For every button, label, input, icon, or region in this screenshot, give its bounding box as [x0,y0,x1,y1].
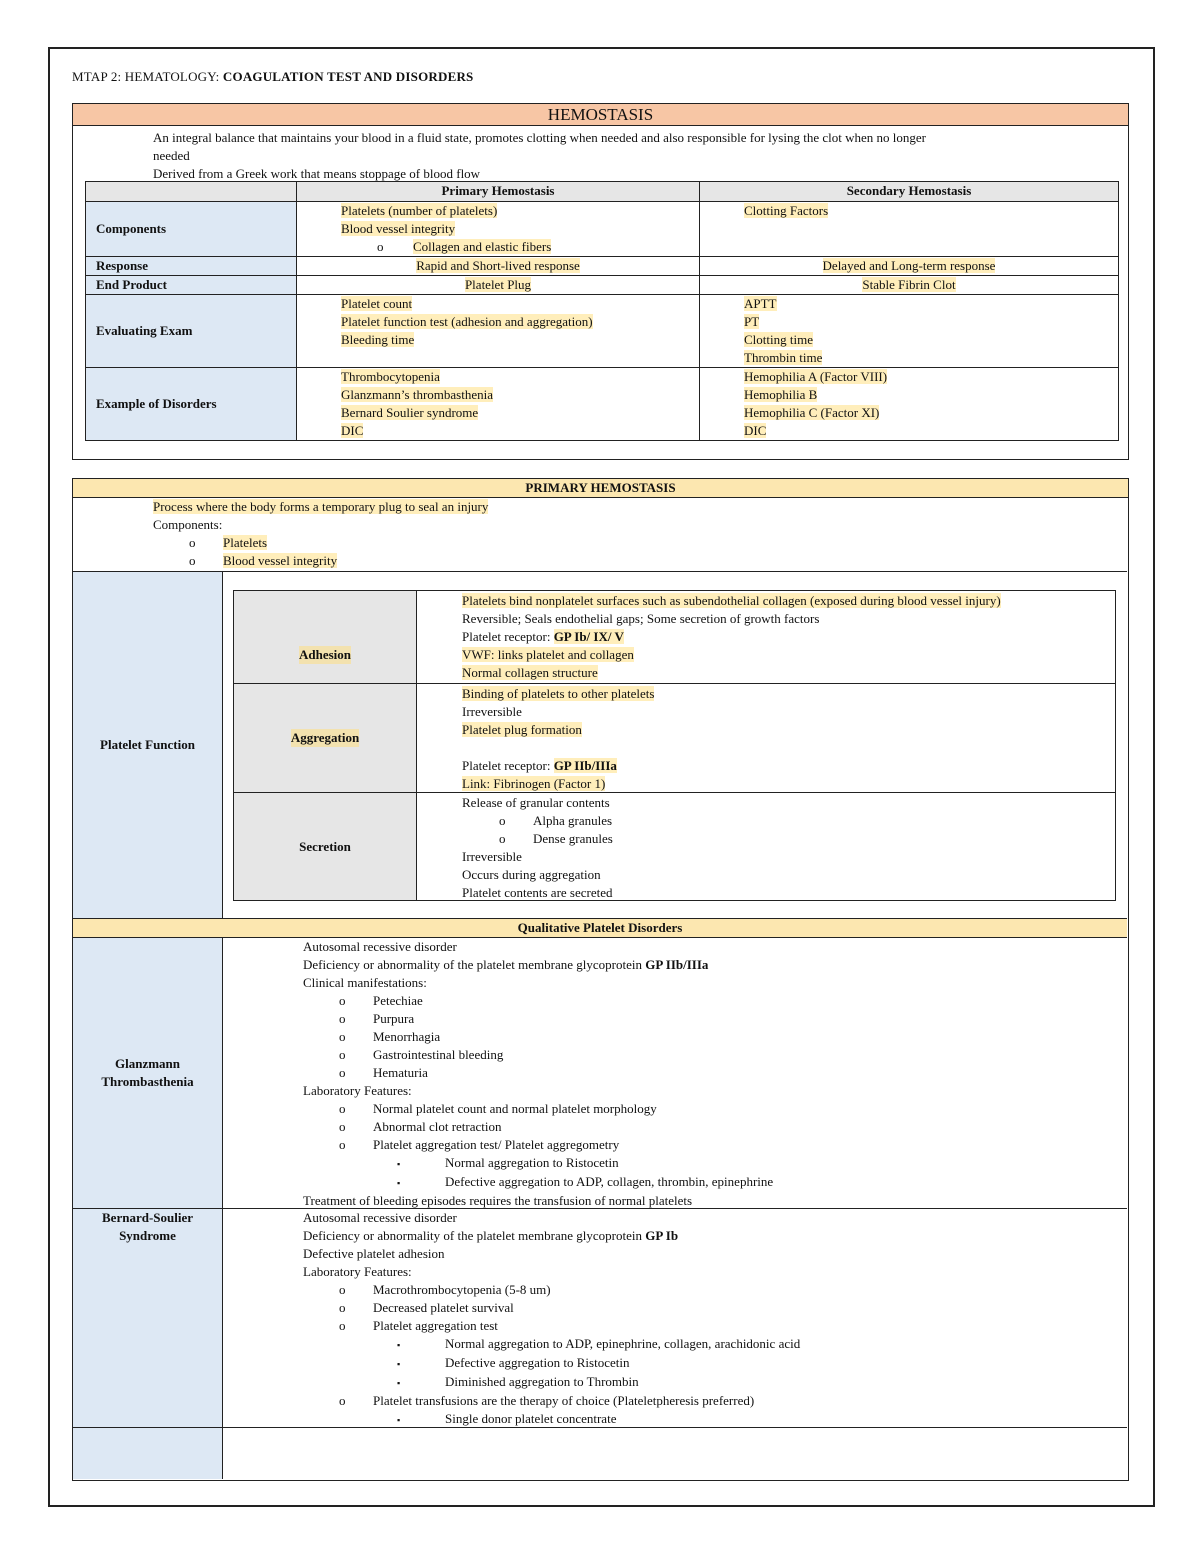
cell-text: Rapid and Short-lived response [416,258,580,273]
glanzmann-label [73,938,223,1208]
row-label-evaluating: Evaluating Exam [86,295,297,368]
platelet-function-row [73,571,1127,918]
content-line: Dense granules [533,831,613,846]
bullet: o [339,1065,346,1080]
bullet: o [189,535,196,550]
content-line: Reversible; Seals endothelial gaps; Some secretion of growth factors [462,611,820,626]
empty-label [73,1428,223,1479]
receptor-prefix: Platelet receptor: [462,758,554,773]
cell-text: Platelet count [341,296,413,311]
components-primary [297,202,700,257]
cell-text: DIC [341,423,364,438]
list-item: Abnormal clot retraction [373,1119,502,1134]
cell-text: Bleeding time [341,332,415,347]
bullet: o [339,1318,346,1333]
cell-text: PT [744,314,760,329]
list-item: Platelet aggregation test/ Platelet aggregometry [373,1137,620,1152]
content-line: Treatment of bleeding episodes requires the transfusion of normal platelets [303,1193,693,1208]
aggregation-label-cell [234,684,417,792]
response-secondary [700,257,1119,276]
content-line: Irreversible [462,849,522,864]
aggregation-content [417,684,654,792]
receptor-prefix: Platelet receptor: [462,629,554,644]
content-line: VWF: links platelet and collagen [462,647,634,662]
bullet: o [339,1119,346,1134]
list-item: Menorrhagia [373,1029,441,1044]
cell-text: Stable Fibrin Clot [862,277,956,292]
content-line: Laboratory Features: [303,1083,412,1098]
qualitative-heading: Qualitative Platelet Disorders [73,919,1127,938]
content-line: Occurs during aggregation [462,867,601,882]
intro-line: Components: [153,517,223,532]
list-item: Petechiae [373,993,423,1008]
list-item: Normal platelet count and normal platelet morphology [373,1101,657,1116]
cell-text: Collagen and elastic fibers [413,239,552,254]
content-line: Link: Fibrinogen (Factor 1) [462,776,606,791]
label-line: Bernard-Soulier [102,1210,193,1225]
content-line: Autosomal recessive disorder [303,939,457,954]
components-secondary [700,202,1119,257]
bullet: o [339,1282,346,1297]
square-bullet: ▪ [397,1378,401,1388]
cell-text: Bernard Soulier syndrome [341,405,479,420]
document-title [72,68,473,86]
primary-hemostasis-section [72,478,1129,1481]
bullet: o [339,1011,346,1026]
content-line: Binding of platelets to other platelets [462,686,655,701]
bullet: o [377,239,384,254]
adhesion-row [234,591,1115,683]
table-row [86,276,1119,295]
title-prefix: MTAP 2: HEMATOLOGY: [72,69,223,84]
square-bullet: ▪ [397,1359,401,1369]
bullet: o [339,1300,346,1315]
row-label-response: Response [86,257,297,276]
table-row [86,368,1119,441]
bullet: o [339,1029,346,1044]
cell-text: DIC [744,423,767,438]
adhesion-label-cell [234,591,417,683]
hemostasis-intro [73,126,1128,183]
list-item: Purpura [373,1011,415,1026]
table-row [86,257,1119,276]
content-line: Platelets bind nonplatelet surfaces such as subendothelial collagen (exposed during blood vessel injury) [462,593,1001,608]
receptor-value: GP Ib/ IX/ V [553,629,624,644]
cell-text: Clotting Factors [744,203,829,218]
aggregation-row [234,683,1115,792]
platelet-function-table [233,590,1116,901]
hemostasis-heading: HEMOSTASIS [73,104,1128,126]
adhesion-label: Adhesion [298,647,352,662]
content-line: Defective platelet adhesion [303,1246,445,1261]
hemostasis-section [72,103,1129,460]
bullet: o [339,1047,346,1062]
def-prefix: Deficiency or abnormality of the platelet membrane glycoprotein [303,1228,646,1243]
col-primary: Primary Hemostasis [297,182,700,202]
content-line: Laboratory Features: [303,1264,412,1279]
square-bullet: ▪ [397,1178,401,1188]
label-line: Thrombasthenia [101,1074,194,1089]
def-prefix: Deficiency or abnormality of the platelet membrane glycoprotein [303,957,646,972]
square-bullet: ▪ [397,1159,401,1169]
secretion-row [234,792,1115,900]
list-item: Hematuria [373,1065,428,1080]
content-line: Platelet contents are secreted [462,885,613,900]
list-item: Normal aggregation to Ristocetin [445,1155,619,1170]
disorders-primary [297,368,700,441]
secretion-content [417,793,613,900]
list-item: Platelet transfusions are the therapy of choice (Plateletpheresis preferred) [373,1393,755,1408]
cell-text: Hemophilia C (Factor XI) [744,405,880,420]
cell-text: Platelets (number of platelets) [341,203,498,218]
row-label-disorders: Example of Disorders [86,368,297,441]
eval-primary [297,295,700,368]
end-secondary [700,276,1119,295]
disorders-secondary [700,368,1119,441]
primary-intro [73,498,1128,570]
secretion-label: Secretion [234,793,417,900]
label-line: Syndrome [119,1228,176,1243]
bullet: o [339,1393,346,1408]
square-bullet: ▪ [397,1415,401,1425]
hemostasis-table [85,181,1119,441]
list-item: Defective aggregation to Ristocetin [445,1355,630,1370]
table-header-row [86,182,1119,202]
response-primary [297,257,700,276]
title-bold: COAGULATION TEST AND DISORDERS [222,69,474,84]
bernard-soulier-label [73,1209,223,1427]
label-line: Glanzmann [114,1056,180,1071]
bernard-soulier-content [303,1209,1127,1429]
list-item: Defective aggregation to ADP, collagen, thrombin, epinephrine [445,1174,774,1189]
cell-text: Hemophilia A (Factor VIII) [744,369,888,384]
glanzmann-content [303,938,1127,1210]
content-line: Autosomal recessive disorder [303,1210,457,1225]
list-item: Diminished aggregation to Thrombin [445,1374,639,1389]
bullet: o [189,553,196,568]
primary-hemostasis-heading: PRIMARY HEMOSTASIS [73,479,1128,498]
def-bold: GP Ib [645,1228,679,1243]
bernard-soulier-row [73,1208,1127,1427]
content-line: Platelet plug formation [462,722,582,737]
def-bold: GP IIb/IIIa [645,957,709,972]
adhesion-content [417,591,1001,683]
bullet: o [339,1137,346,1152]
list-item: Normal aggregation to ADP, epinephrine, collagen, arachidonic acid [445,1336,801,1351]
bullet: o [499,813,506,828]
table-row [86,295,1119,368]
square-bullet: ▪ [397,1340,401,1350]
col-secondary: Secondary Hemostasis [700,182,1119,202]
intro-line: Process where the body forms a temporary plug to seal an injury [153,499,489,514]
content-line: Clinical manifestations: [303,975,427,990]
list-item: Gastrointestinal bleeding [373,1047,504,1062]
cell-text: Clotting time [744,332,813,347]
platelet-function-label: Platelet Function [73,572,223,918]
row-label-end-product: End Product [86,276,297,295]
component-item: Platelets [223,535,268,550]
cell-text: Thrombin time [744,350,823,365]
intro-line: Derived from a Greek work that means stoppage of blood flow [153,166,481,181]
content-line: Alpha granules [533,813,613,828]
list-item: Macrothrombocytopenia (5-8 um) [373,1282,551,1297]
intro-line: An integral balance that maintains your blood in a fluid state, promotes clotting when needed and also responsible for lysing the clot when no longer [153,130,926,145]
component-item: Blood vessel integrity [223,553,338,568]
qualitative-row [73,918,1127,937]
corner-cell [86,182,297,202]
cell-text: Delayed and Long-term response [822,258,996,273]
glanzmann-row [73,937,1127,1208]
cell-text: APTT [744,296,777,311]
aggregation-label: Aggregation [290,730,360,745]
content-line: Normal collagen structure [462,665,598,680]
cell-text: Platelet Plug [464,277,532,292]
bullet: o [339,993,346,1008]
content-line: Release of granular contents [462,795,610,810]
cell-text: Hemophilia B [744,387,818,402]
empty-row [73,1427,1127,1479]
content-line: Irreversible [462,704,522,719]
cell-text: Glanzmann’s thrombasthenia [341,387,493,402]
table-row [86,202,1119,257]
list-item: Decreased platelet survival [373,1300,514,1315]
receptor-value: GP IIb/IIIa [553,758,617,773]
list-item: Single donor platelet concentrate [445,1411,617,1426]
cell-text: Thrombocytopenia [341,369,440,384]
end-primary [297,276,700,295]
intro-line: needed [153,148,190,163]
row-label-components: Components [86,202,297,257]
cell-text: Blood vessel integrity [341,221,456,236]
list-item: Platelet aggregation test [373,1318,498,1333]
eval-secondary [700,295,1119,368]
bullet: o [499,831,506,846]
bullet: o [339,1101,346,1116]
cell-text: Platelet function test (adhesion and aggregation) [341,314,593,329]
